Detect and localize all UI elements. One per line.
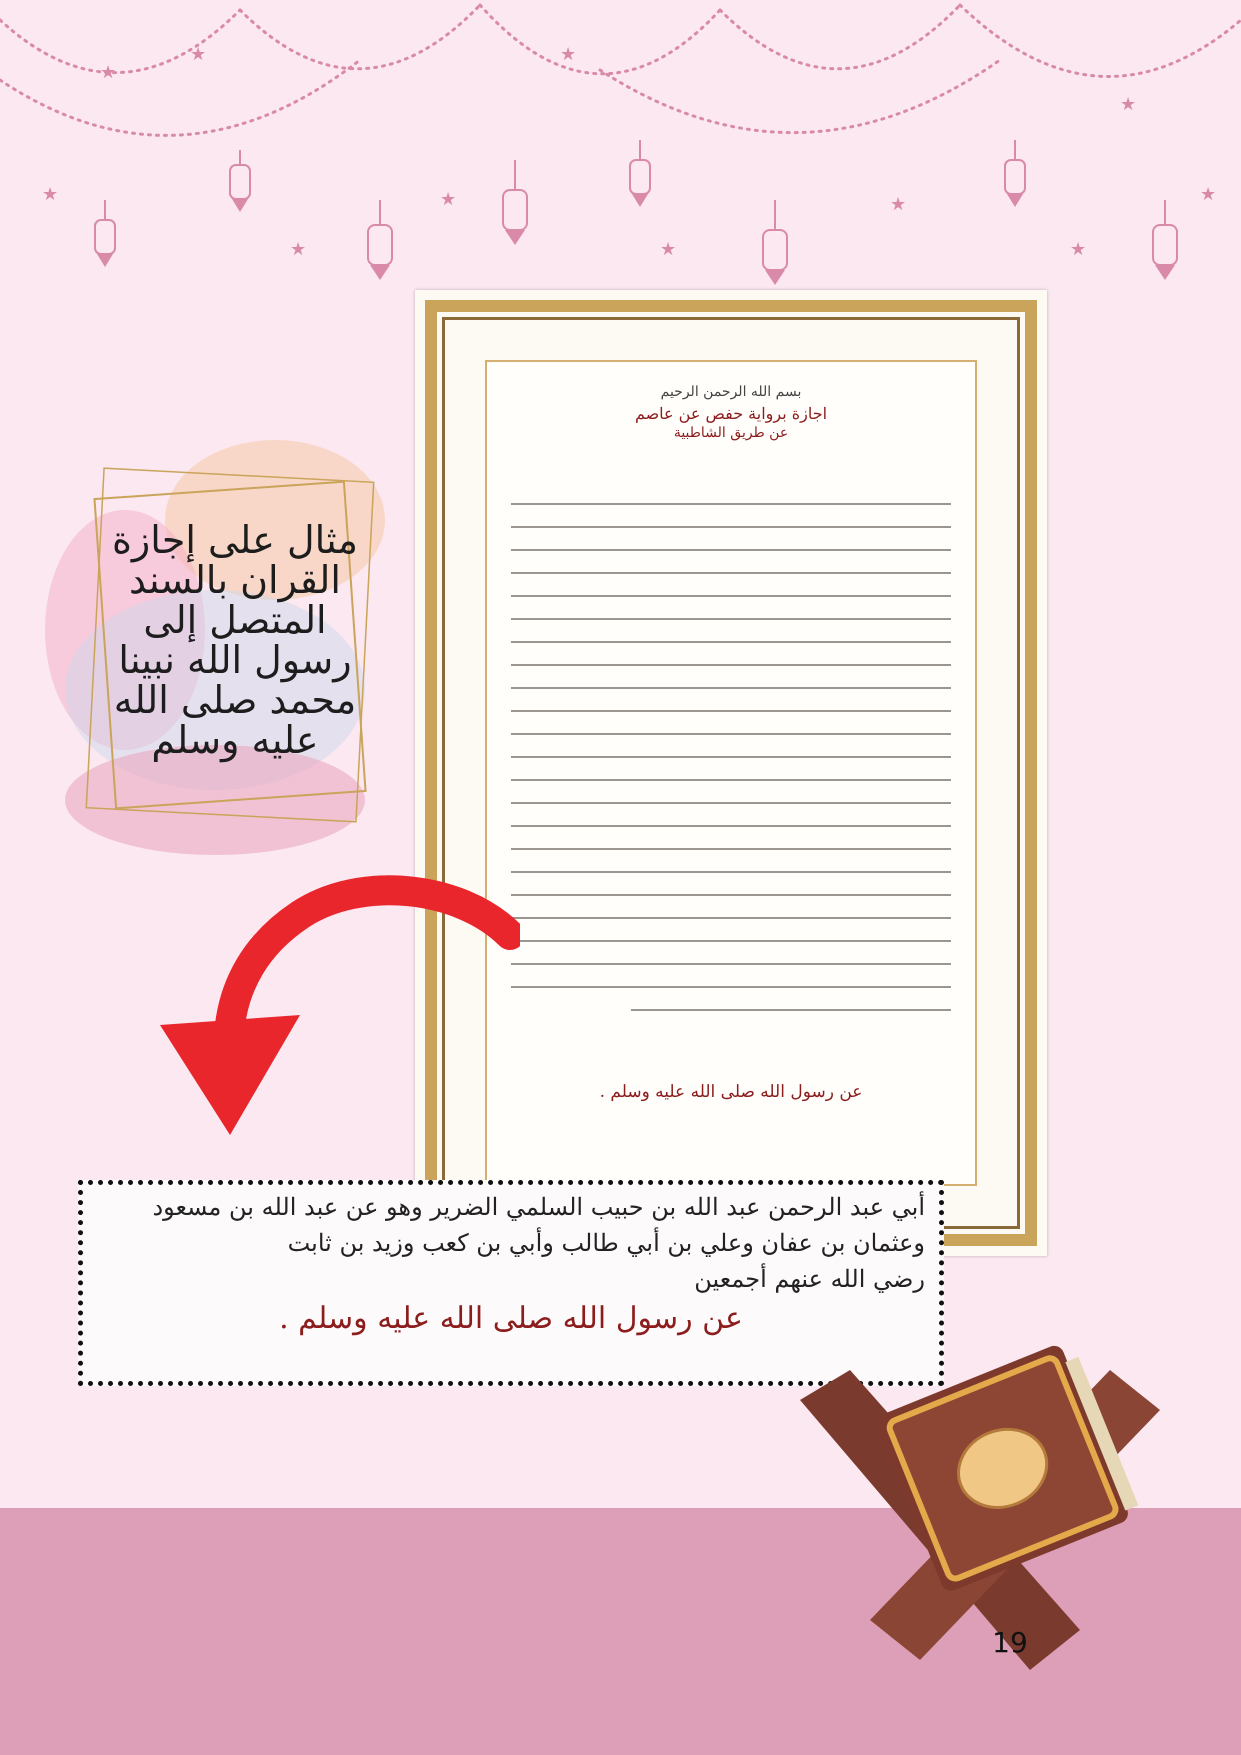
star-icon: ★ <box>1200 184 1217 205</box>
curved-arrow-icon <box>160 875 520 1145</box>
certificate-body <box>485 360 977 1186</box>
star-icon: ★ <box>290 239 307 260</box>
lantern-icon <box>630 140 650 207</box>
lantern-icon <box>503 160 527 245</box>
lantern-icon <box>368 200 392 280</box>
lantern-icon <box>1005 140 1025 207</box>
certificate-handwritten-text <box>511 482 951 1011</box>
star-icon: ★ <box>440 189 457 210</box>
lantern-icon <box>230 150 250 212</box>
lantern-icon <box>1153 200 1177 280</box>
caption-text: مثال على إجازة القران بالسند المتصل إلى رسول الله نبينا محمد صلى الله عليه وسلم <box>112 518 358 762</box>
certificate-title: اجازة برواية حفص عن عاصم <box>634 404 828 423</box>
certificate-basmala: بسم الله الرحمن الرحيم <box>660 384 802 400</box>
star-icon: ★ <box>1070 239 1087 260</box>
lantern-icon <box>763 200 787 285</box>
star-icon: ★ <box>100 62 117 83</box>
star-icon: ★ <box>190 44 207 65</box>
star-icon: ★ <box>1120 94 1137 115</box>
star-icon: ★ <box>42 184 59 205</box>
page-number: 19 <box>992 1626 1028 1659</box>
excerpt-line: أبي عبد الرحمن عبد الله بن حبيب السلمي الضرير وهو عن عبد الله بن مسعود <box>152 1193 925 1221</box>
excerpt-line: عن رسول الله صلى الله عليه وسلم . <box>279 1301 743 1336</box>
star-icon: ★ <box>560 44 577 65</box>
lantern-icon <box>95 200 115 267</box>
certificate-header <box>487 384 975 441</box>
certificate-subtitle: عن طريق الشاطبية <box>673 425 789 441</box>
certificate-closing: عن رسول الله صلى الله عليه وسلم . <box>599 1082 863 1102</box>
star-icon: ★ <box>660 239 677 260</box>
lantern-garland-decoration <box>0 0 1241 300</box>
quran-stand-icon <box>780 1330 1180 1680</box>
excerpt-line: رضي الله عنهم أجمعين <box>694 1265 925 1293</box>
star-icon: ★ <box>890 194 907 215</box>
excerpt-line: وعثمان بن عفان وعلي بن أبي طالب وأبي بن كعب وزيد بن ثابت <box>287 1229 925 1257</box>
